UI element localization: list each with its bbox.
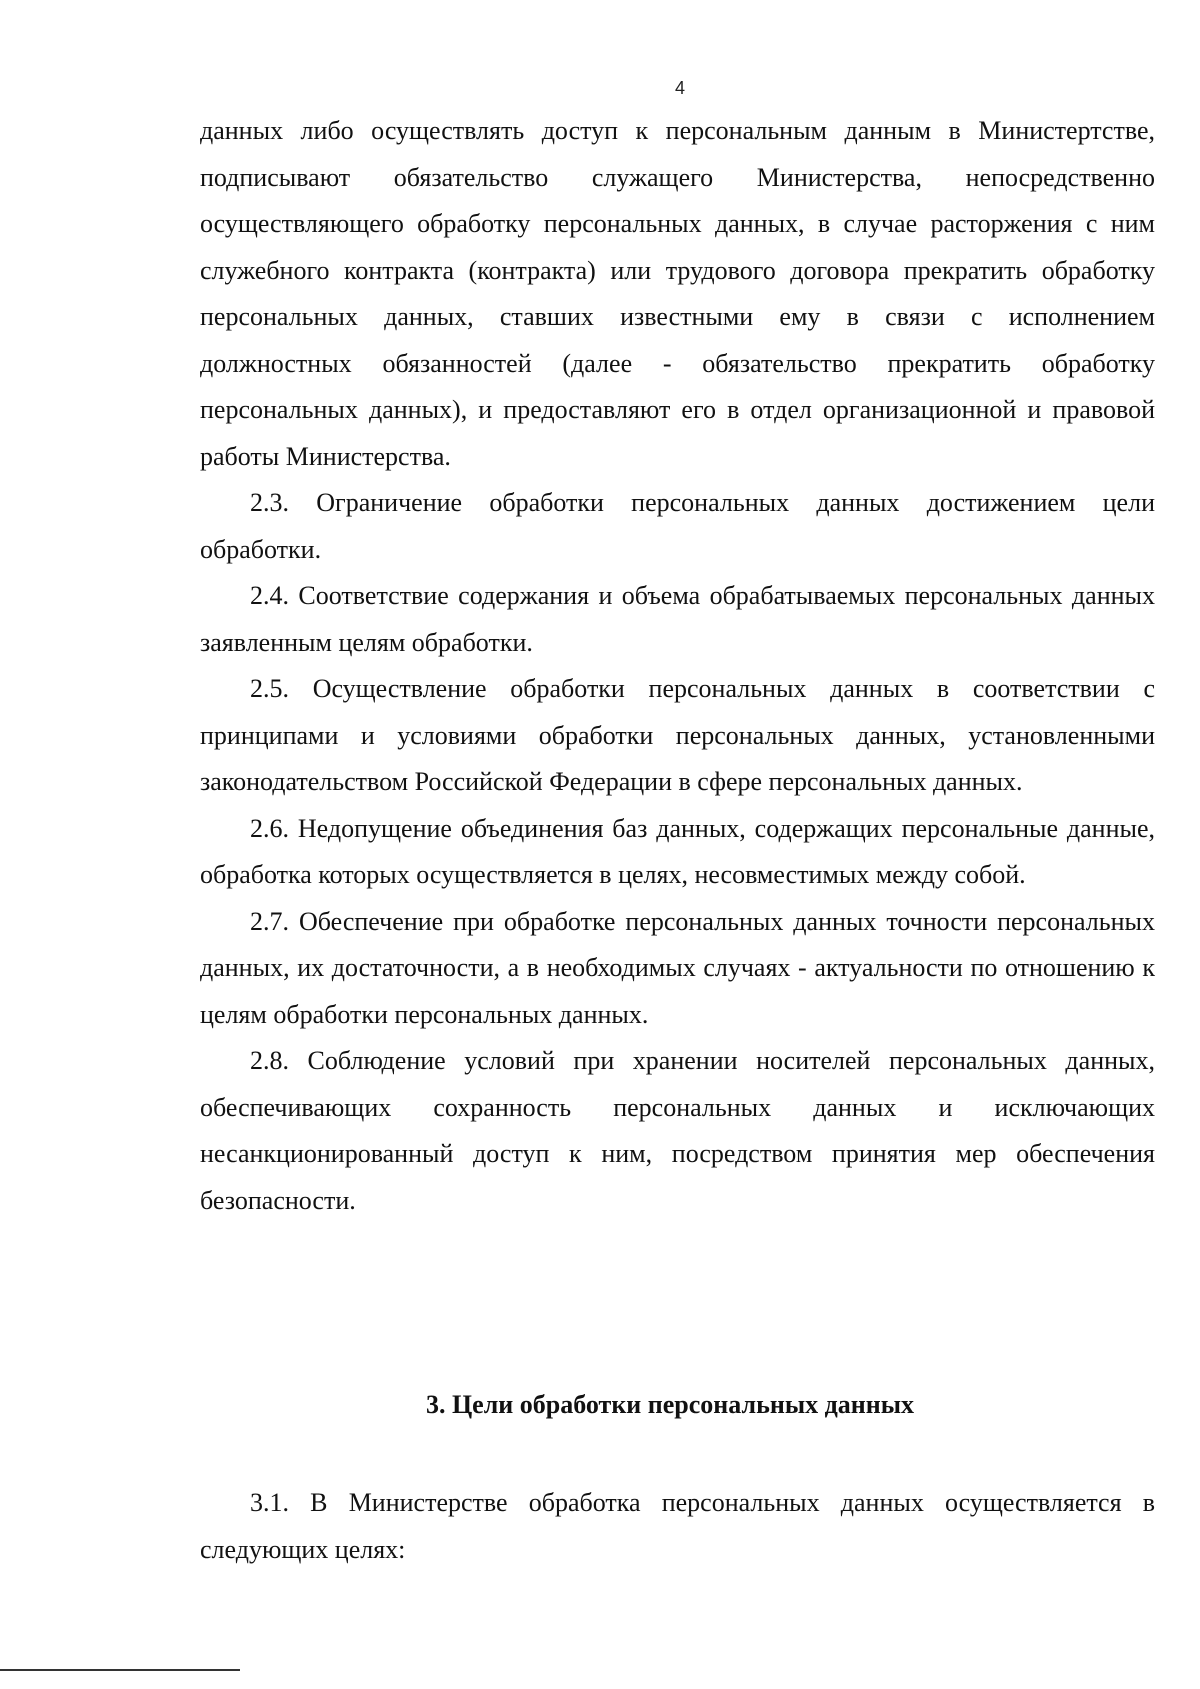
paragraph-2-3: 2.3. Ограничение обработки персональных данных достижением цели обработки.: [200, 488, 1155, 564]
paragraph-3-1: 3.1. В Министерстве обработка персональных данных осуществляется в следующих целях:: [200, 1488, 1155, 1564]
paragraph-2-7: 2.7. Обеспечение при обработке персональных данных точности персональных данных, их достаточности, а в необходимых случаях - актуальности по отношению к целям обработки персональных данных.: [200, 906, 1155, 1029]
page-number: 4: [674, 78, 685, 98]
body-text: [200, 108, 1155, 1224]
paragraph-2-4: 2.4. Соответствие содержания и объема обрабатываемых персональных данных заявленным целям обработки.: [200, 581, 1155, 657]
paragraph-2-6: 2.6. Недопущение объединения баз данных, содержащих персональные данные, обработка которых осуществляется в целях, несовместимых между собой.: [200, 813, 1155, 889]
paragraph-continuation: данных либо осуществлять доступ к персональным данным в Министертстве, подписывают обязательство служащего Министерства, непосредственно осуществляющего обработку персональных данных, в случае расторжения с ним служебного контракта (контракта) или трудового договора прекратить обработку персональных данных, ставших известными ему в связи с исполнением должностных обязанностей (далее - обязательство прекратить обработку персональных данных), и предоставляют его в отдел организационной и правовой работы Министерства.: [200, 116, 1155, 471]
paragraph-2-8: 2.8. Соблюдение условий при хранении носителей персональных данных, обеспечивающих сохранность персональных данных и исключающих несанкционированный доступ к ним, посредством принятия мер обеспечения безопасности.: [200, 1046, 1155, 1215]
scan-edge-line: [0, 1669, 240, 1671]
section-body-text: [200, 1480, 1155, 1573]
paragraph-2-5: 2.5. Осуществление обработки персональных данных в соответствии с принципами и условиями обработки персональных данных, установленными законодательством Российской Федерации в сфере персональных данных.: [200, 674, 1155, 796]
section-heading: 3. Цели обработки персональных данных: [425, 1390, 915, 1419]
